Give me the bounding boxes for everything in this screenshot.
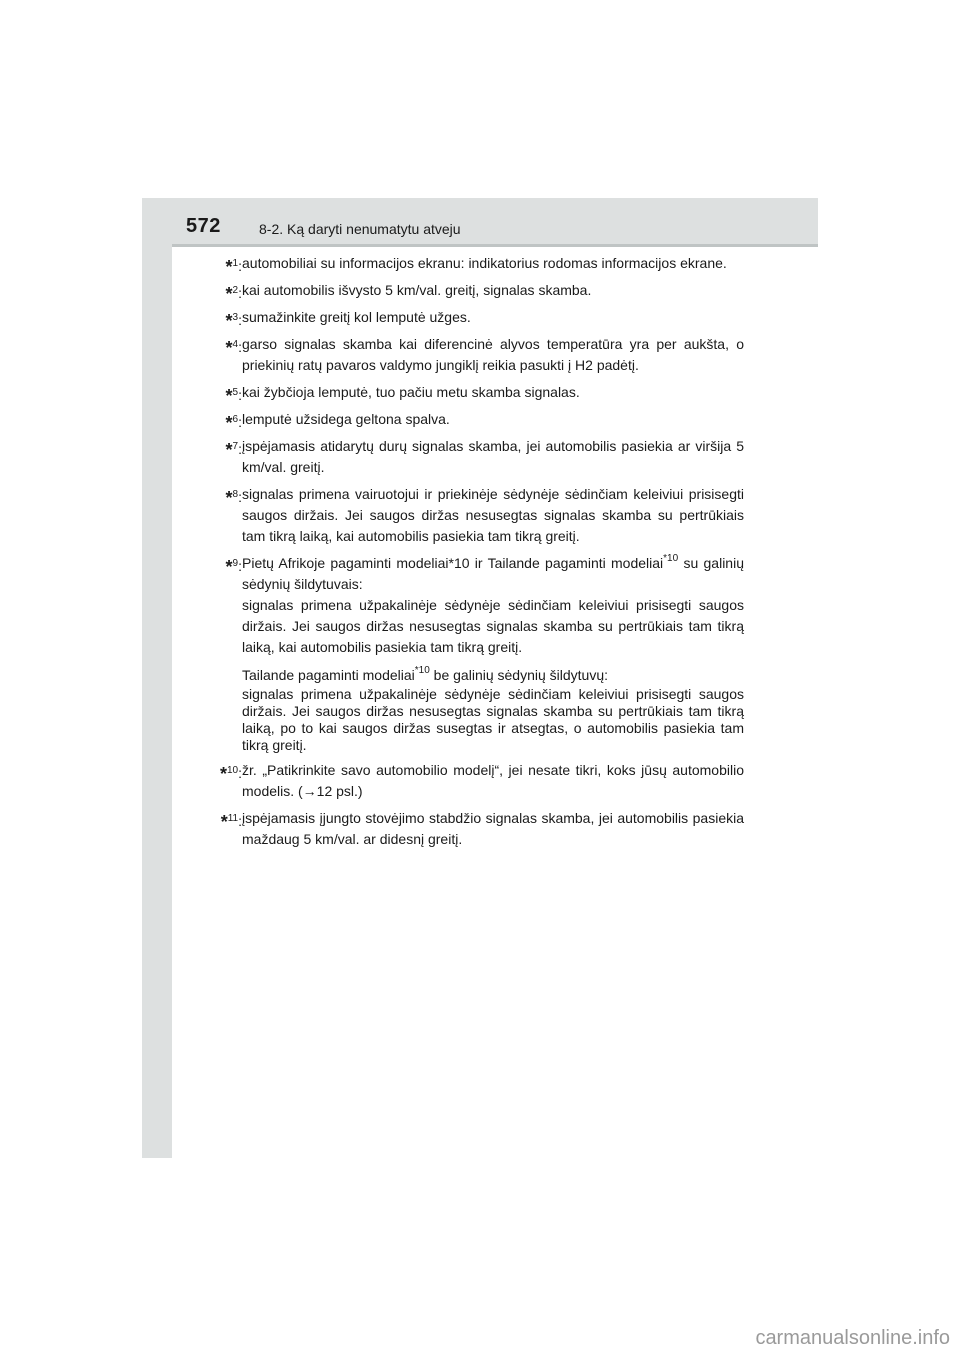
footnote-4	[208, 334, 744, 376]
footnote-marker: *$^5$:	[225, 386, 242, 406]
page-number: 572	[186, 215, 221, 237]
footnote-7	[208, 436, 744, 478]
footnote-text: automobiliai su informacijos ekranu: indikatorius rodomas informacijos ekrane.	[242, 255, 727, 271]
footnote-marker: *$^9$:	[225, 557, 242, 577]
footnote-list	[208, 253, 744, 856]
footnote-11	[208, 808, 744, 850]
footnote-marker: *$^3$:	[225, 311, 242, 331]
side-tab-bar	[142, 198, 172, 1158]
footnote-marker: *$^4$:	[225, 338, 242, 358]
watermark: carmanualsonline.info	[755, 1327, 950, 1349]
footnote-text: kai automobilis išvysto 5 km/val. greitį, signalas skamba.	[242, 282, 592, 298]
footnote-marker: *$^6$:	[225, 413, 242, 433]
footnote-text: įspėjamasis atidarytų durų signalas skamba, jei automobilis pasiekia ar viršija 5 km/val. greitį.	[242, 438, 744, 475]
footnote-marker: *$^1$:	[225, 257, 242, 277]
footnote-marker: *$^8$:	[225, 488, 242, 508]
footnote-text: Tailande pagaminti modeliai$^{*10}$ be galinių sėdynių šildytuvų:	[242, 665, 609, 683]
header-divider	[172, 244, 818, 247]
footnote-1	[208, 253, 744, 277]
footnote-10	[208, 760, 744, 802]
footnote-2	[208, 280, 744, 304]
footnote-marker: *$^7$:	[225, 440, 242, 460]
section-title: 8-2. Ką daryti nenumatytu atveju	[259, 221, 461, 237]
footnote-text: signalas primena užpakalinėje sėdynėje sėdinčiam keleiviui prisisegti saugos diržais. Jei saugos diržas nesusegtas signalas skamba su pertrūkiais tam tikrą laiką, kai automobilis pasiekia tam tikrą greitį.	[242, 597, 744, 655]
footnote-text: signalas primena užpakalinėje sėdynėje sėdinčiam keleiviui prisisegti saugos diržais. Jei saugos diržas nesusegtas signalas skamba su pertrūkiais tam tikrą laiką, po to kai saugos diržas susegtas ir atsegtas, o automobilis pasiekia tam tikrą greitį.	[242, 686, 744, 753]
footnote-text: kai žybčioja lemputė, tuo pačiu metu skamba signalas.	[242, 384, 580, 400]
footnote-text: Pietų Afrikoje pagaminti modeliai*10 ir Tailande pagaminti modeliai$^{*10}$ su galinių sėdynių šildytuvais:	[242, 553, 744, 592]
footnote-5	[208, 382, 744, 406]
footnote-3	[208, 307, 744, 331]
footnote-text: žr. „Patikrinkite savo automobilio modelį“, jei nesate tikri, koks jūsų automobilio modelis. (→12 psl.)	[242, 762, 744, 799]
footnote-text: sumažinkite greitį kol lemputė užges.	[242, 309, 471, 325]
footnote-text: signalas primena vairuotojui ir priekinėje sėdynėje sėdinčiam keleiviui prisisegti saugos diržais. Jei saugos diržas nesusegtas signalas skamba su pertrūkiais tam tikrą laiką, kai automobilis pasiekia tam tikrą greitį.	[242, 486, 744, 544]
footnote-6	[208, 409, 744, 433]
footnote-marker: *$^{10}$:	[219, 764, 242, 784]
footnote-marker: *$^2$:	[225, 284, 242, 304]
footnote-8	[208, 484, 744, 547]
footnote-text: įspėjamasis įjungto stovėjimo stabdžio signalas skamba, jei automobilis pasiekia maždaug 5 km/val. ar didesnį greitį.	[242, 810, 744, 847]
footnote-text: lemputė užsidega geltona spalva.	[242, 411, 450, 427]
footnote-marker: *$^{11}$:	[220, 812, 242, 832]
footnote-9	[208, 553, 744, 754]
footnote-text: garso signalas skamba kai diferencinė alyvos temperatūra yra per aukšta, o priekinių ratų pavaros valdymo jungiklį reikia pasukti į H2 padėtį.	[242, 336, 744, 373]
